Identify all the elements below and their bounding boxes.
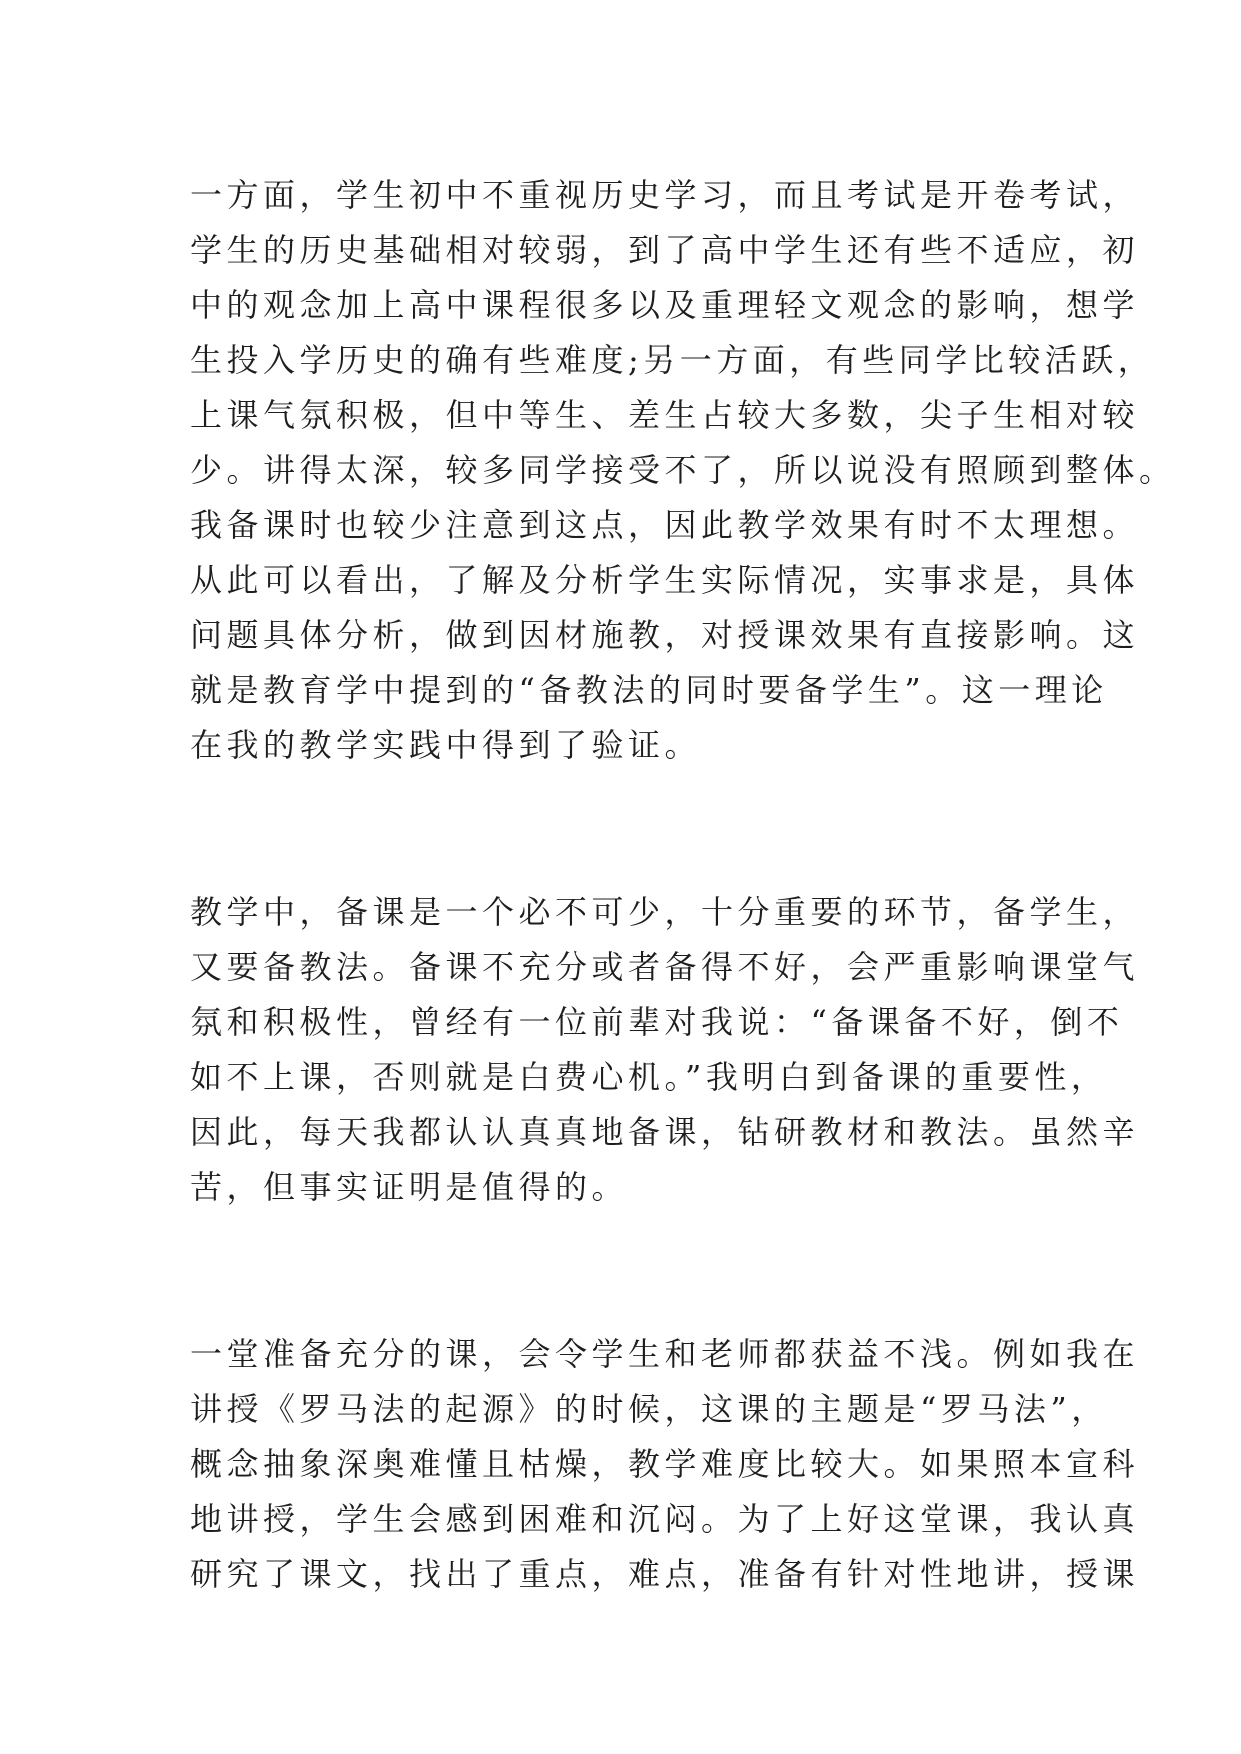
- text-line: 讲授《罗马法的起源》的时候，这课的主题是“罗马法”，: [190, 1390, 1108, 1428]
- text-line: 又要备教法。备课不充分或者备得不好，会严重影响课堂气: [190, 948, 1140, 986]
- text-line: 一方面，学生初中不重视历史学习，而且考试是开卷考试，: [190, 176, 1140, 214]
- text-line: 就是教育学中提到的“备教法的同时要备学生”。这一理论: [190, 671, 1108, 709]
- paragraph-spacer: [190, 1215, 1070, 1327]
- document-body: [190, 168, 1176, 1602]
- paragraph-1: [190, 168, 1176, 773]
- text-line: 学生的历史基础相对较弱，到了高中学生还有些不适应，初: [190, 231, 1140, 269]
- text-line: 概念抽象深奥难懂且枯燥，教学难度比较大。如果照本宣科: [190, 1445, 1140, 1483]
- text-line: 地讲授，学生会感到困难和沉闷。为了上好这堂课，我认真: [190, 1500, 1140, 1538]
- paragraph-2: [190, 885, 1140, 1215]
- text-line: 氛和积极性，曾经有一位前辈对我说：“备课备不好，倒不: [190, 1003, 1124, 1041]
- text-line: 因此，每天我都认认真真地备课，钻研教材和教法。虽然辛: [190, 1113, 1140, 1151]
- text-line: 研究了课文，找出了重点，难点，准备有针对性地讲，授课: [190, 1555, 1140, 1593]
- text-line: 一堂准备充分的课，会令学生和老师都获益不浅。例如我在: [190, 1335, 1140, 1373]
- text-line: 我备课时也较少注意到这点，因此教学效果有时不太理想。: [190, 506, 1140, 544]
- paragraph-3: [190, 1327, 1140, 1602]
- paragraph-spacer: [190, 773, 1070, 885]
- text-line: 从此可以看出，了解及分析学生实际情况，实事求是，具体: [190, 561, 1140, 599]
- text-line: 如不上课，否则就是白费心机。”我明白到备课的重要性，: [190, 1058, 1108, 1096]
- text-line: 教学中，备课是一个必不可少，十分重要的环节，备学生，: [190, 893, 1140, 931]
- text-line: 在我的教学实践中得到了验证。: [190, 726, 702, 764]
- text-line: 少。讲得太深，较多同学接受不了，所以说没有照顾到整体。: [190, 451, 1176, 489]
- text-line: 中的观念加上高中课程很多以及重理轻文观念的影响，想学: [190, 286, 1140, 324]
- text-line: 生投入学历史的确有些难度;另一方面，有些同学比较活跃，: [190, 341, 1155, 379]
- text-line: 问题具体分析，做到因材施教，对授课效果有直接影响。这: [190, 616, 1140, 654]
- text-line: 苦，但事实证明是值得的。: [190, 1168, 629, 1206]
- text-line: 上课气氛积极，但中等生、差生占较大多数，尖子生相对较: [190, 396, 1140, 434]
